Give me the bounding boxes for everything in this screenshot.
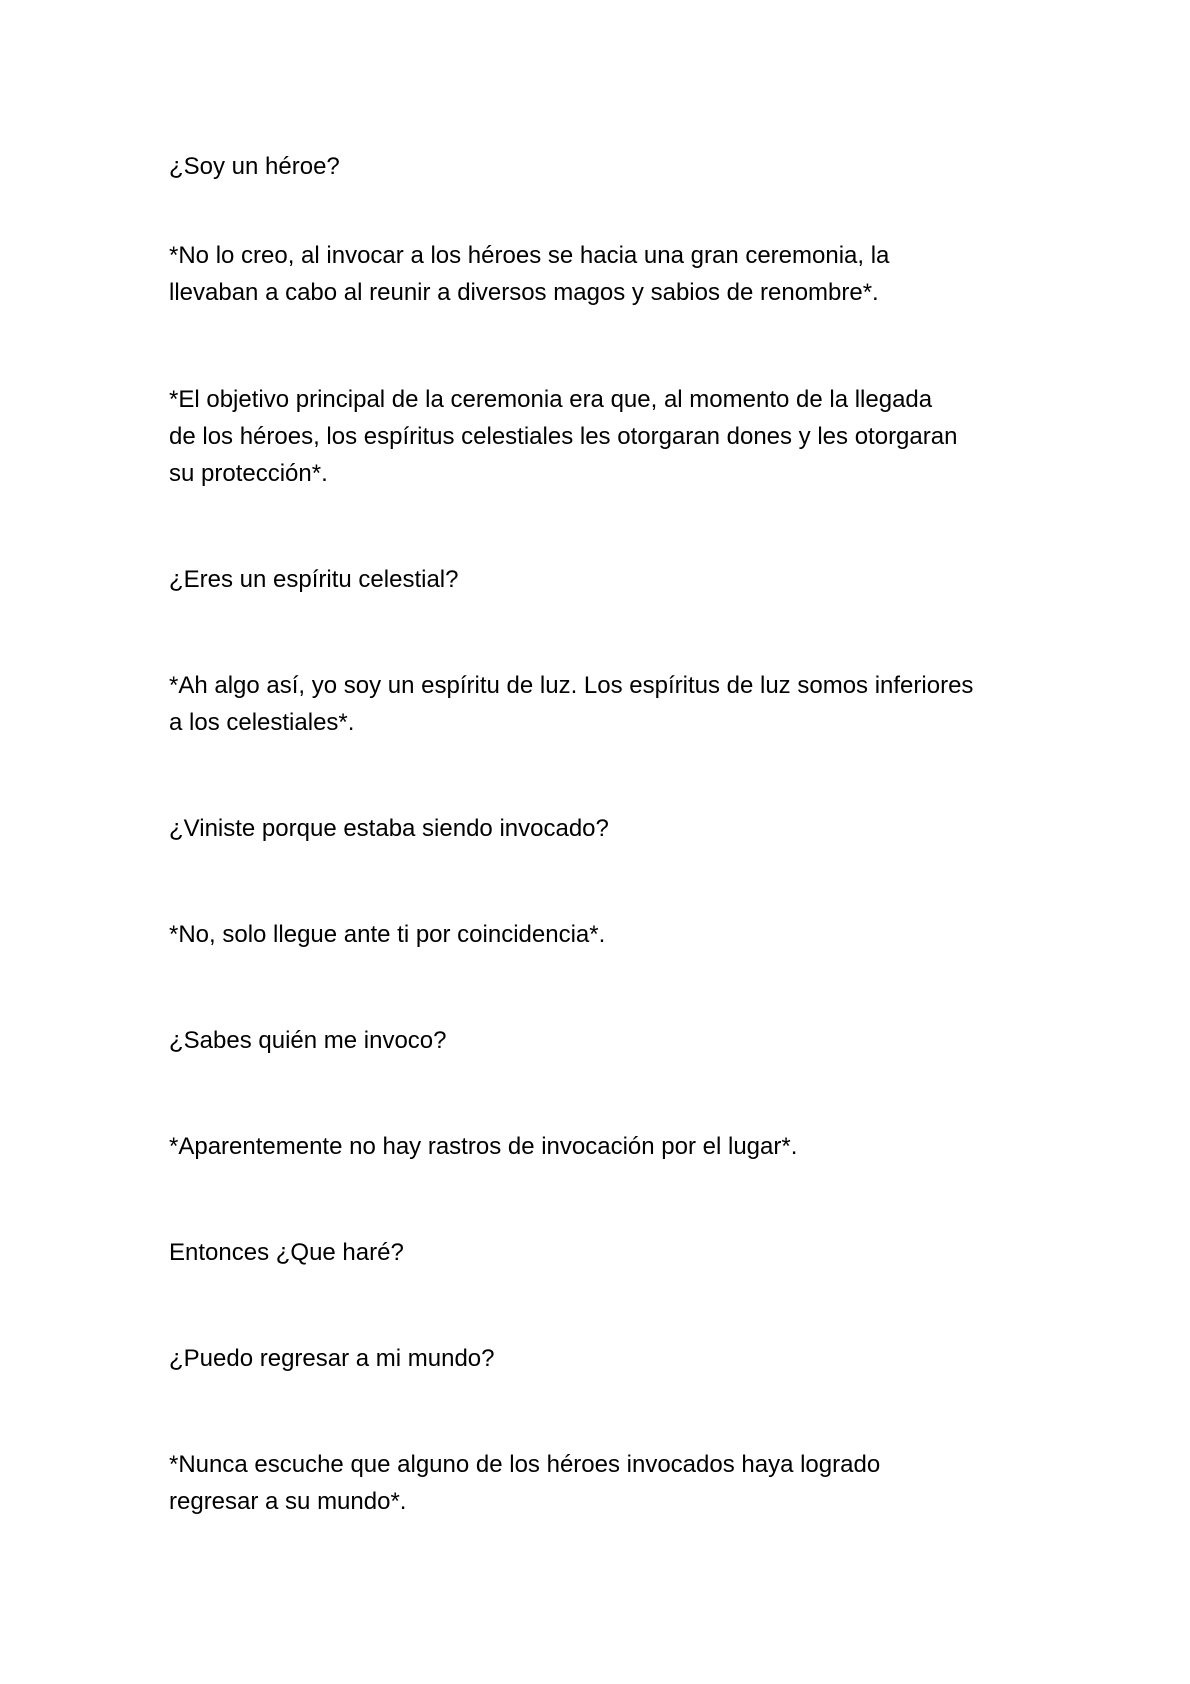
paragraph-question-who: ¿Sabes quién me invoco?: [169, 1027, 447, 1054]
paragraph-question-what-now: Entonces ¿Que haré?: [169, 1239, 404, 1266]
paragraph-question-celestial: ¿Eres un espíritu celestial?: [169, 566, 459, 593]
paragraph-question-return: ¿Puedo regresar a mi mundo?: [169, 1345, 495, 1372]
paragraph-ceremony: *No lo creo, al invocar a los héroes se hacia una gran ceremonia, la llevaban a cabo al reunir a diversos magos y sabios de renombre*.: [169, 242, 890, 306]
paragraph-light-spirit: *Ah algo así, yo soy un espíritu de luz. Los espíritus de luz somos inferiores a los celestiales*.: [169, 672, 974, 736]
paragraph-question-hero: ¿Soy un héroe?: [169, 153, 340, 180]
paragraph-no-traces: *Aparentemente no hay rastros de invocación por el lugar*.: [169, 1133, 798, 1160]
paragraph-never-returned: *Nunca escuche que alguno de los héroes invocados haya logrado regresar a su mundo*.: [169, 1451, 881, 1515]
paragraph-question-summoned: ¿Viniste porque estaba siendo invocado?: [169, 815, 609, 842]
paragraph-coincidence: *No, solo llegue ante ti por coincidencia*.: [169, 921, 606, 948]
paragraph-objective: *El objetivo principal de la ceremonia era que, al momento de la llegada de los héroes, los espíritus celestiales les otorgaran dones y les otorgaran su protección*.: [169, 386, 958, 487]
